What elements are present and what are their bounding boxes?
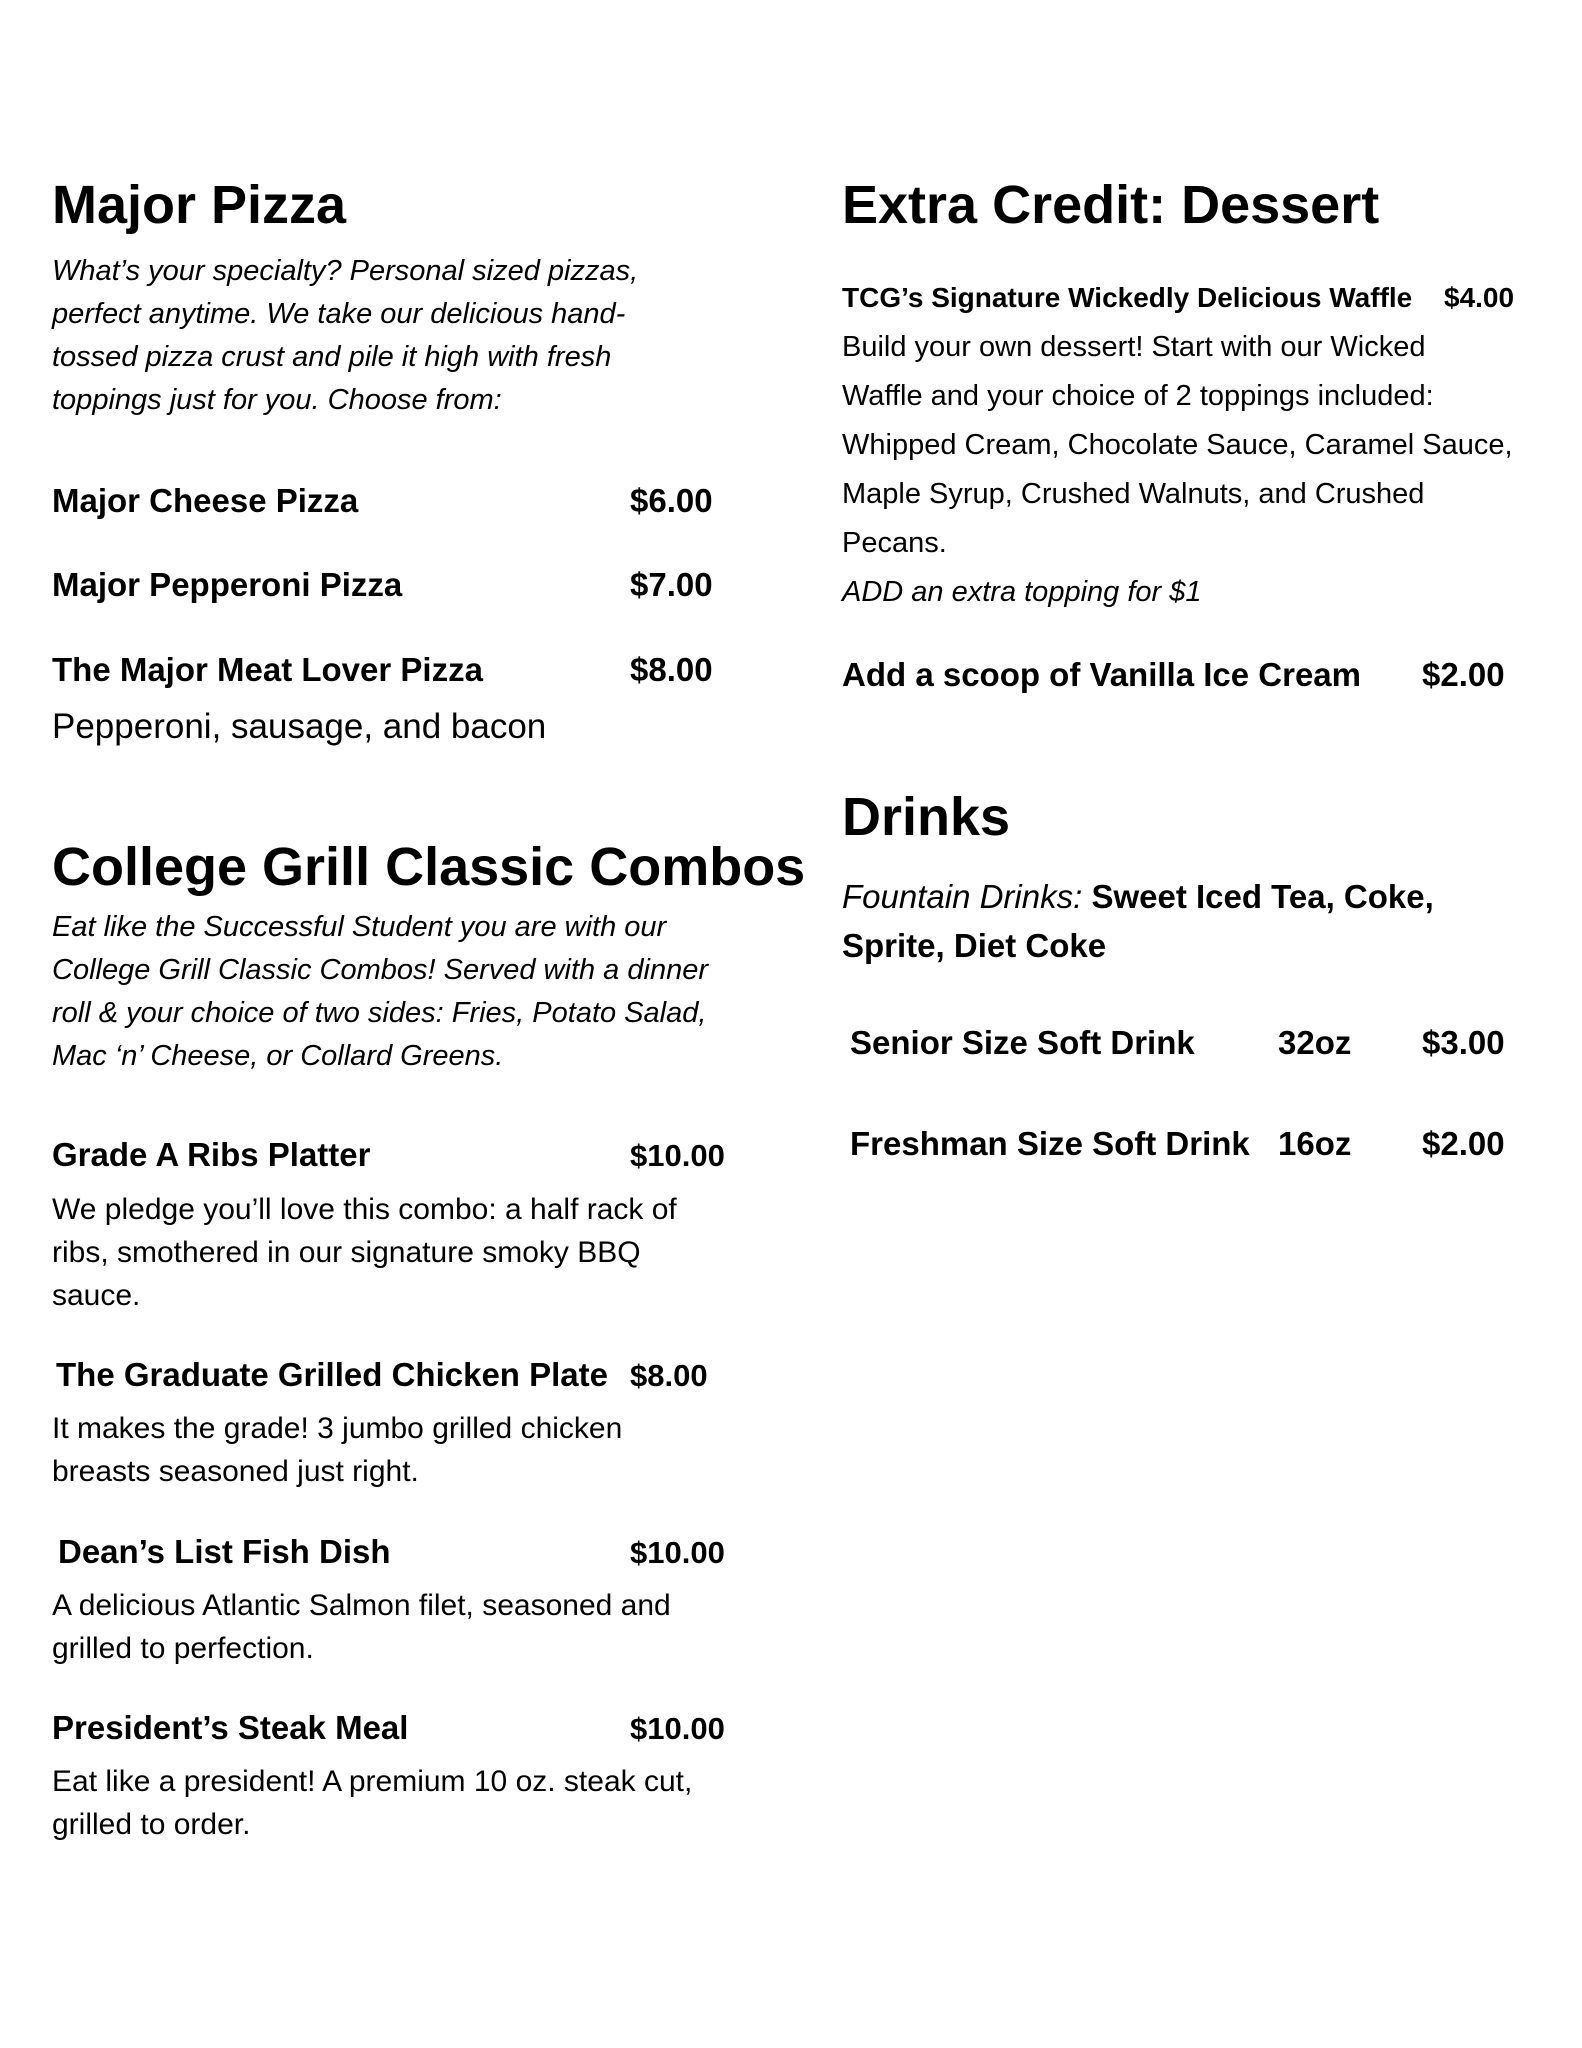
combos-intro-line: Mac ‘n’ Cheese, or Collard Greens. (52, 1040, 504, 1072)
fountain-drinks-line (842, 872, 1434, 921)
combos-section-title: College Grill Classic Combos (52, 837, 806, 897)
menu-item-description (52, 1188, 752, 1317)
waffle-addon-note: ADD an extra topping for $1 (842, 576, 1202, 608)
drink-size: 32oz (1278, 1024, 1352, 1061)
menu-item-price: $8.00 (630, 651, 713, 688)
menu-item-name: The Major Meat Lover Pizza (52, 651, 483, 688)
drinks-section-title: Drinks (842, 787, 1011, 847)
menu-item-description (52, 1584, 752, 1670)
menu-item-price: $2.00 (1422, 656, 1505, 693)
drink-size: 16oz (1278, 1125, 1352, 1162)
menu-item-price: $10.00 (630, 1138, 725, 1173)
pizza-intro-line: perfect anytime. We take our delicious hand- (52, 298, 626, 330)
description-line: breasts seasoned just right. (52, 1455, 419, 1488)
description-line: We pledge you’ll love this combo: a half rack of (52, 1193, 677, 1226)
waffle-item-price: $4.00 (1444, 282, 1515, 313)
menu-item-name: Major Pepperoni Pizza (52, 566, 403, 603)
waffle-item-name: TCG’s Signature Wickedly Delicious Waffle (842, 282, 1413, 313)
menu-item-name: The Graduate Grilled Chicken Plate (56, 1356, 608, 1393)
menu-item-name: President’s Steak Meal (52, 1709, 409, 1746)
description-line: Whipped Cream, Chocolate Sauce, Caramel Sauce, (842, 429, 1513, 461)
menu-item-price: $10.00 (630, 1711, 725, 1746)
menu-item-name: Major Cheese Pizza (52, 482, 359, 519)
pizza-intro (52, 250, 752, 422)
menu-item-description: Pepperoni, sausage, and bacon (52, 707, 547, 746)
menu-item-name: Grade A Ribs Platter (52, 1136, 371, 1173)
description-line: Eat like a president! A premium 10 oz. steak cut, (52, 1765, 693, 1798)
fountain-drinks-list: Sweet Iced Tea, Coke, (1091, 878, 1434, 915)
fountain-drinks-list: Sprite, Diet Coke (842, 927, 1107, 964)
dessert-section-title: Extra Credit: Dessert (842, 175, 1380, 235)
fountain-drinks-label: Fountain Drinks: (842, 878, 1083, 915)
description-line: It makes the grade! 3 jumbo grilled chicken (52, 1412, 623, 1445)
combos-intro (52, 906, 772, 1078)
drink-price: $2.00 (1422, 1125, 1505, 1162)
pizza-intro-line: tossed pizza crust and pile it high with fresh (52, 341, 612, 373)
description-line: Waffle and your choice of 2 toppings included: (842, 380, 1434, 412)
description-line: sauce. (52, 1279, 141, 1312)
combos-intro-line: roll & your choice of two sides: Fries, Potato Salad, (52, 997, 707, 1029)
description-line: ribs, smothered in our signature smoky BBQ (52, 1236, 641, 1269)
pizza-intro-line: toppings just for you. Choose from: (52, 384, 502, 416)
waffle-description (842, 323, 1542, 568)
description-line: Build your own dessert! Start with our Wicked (842, 331, 1426, 363)
drink-name: Senior Size Soft Drink (850, 1024, 1195, 1061)
combos-intro-line: College Grill Classic Combos! Served with a dinner (52, 954, 708, 986)
description-line: grilled to order. (52, 1808, 251, 1841)
menu-item-price: $7.00 (630, 566, 713, 603)
menu-item-price: $6.00 (630, 482, 713, 519)
drink-name: Freshman Size Soft Drink (850, 1125, 1250, 1162)
drink-price: $3.00 (1422, 1024, 1505, 1061)
description-line: A delicious Atlantic Salmon filet, seasoned and (52, 1589, 671, 1622)
pizza-intro-line: What’s your specialty? Personal sized pizzas, (52, 255, 639, 287)
menu-item-price: $8.00 (630, 1358, 708, 1393)
description-line: Maple Syrup, Crushed Walnuts, and Crushed (842, 478, 1425, 510)
menu-item-name: Add a scoop of Vanilla Ice Cream (842, 656, 1361, 693)
menu-item-price: $10.00 (630, 1535, 725, 1570)
menu-item-description (52, 1760, 752, 1846)
menu-item-name: Dean’s List Fish Dish (58, 1533, 391, 1570)
description-line: grilled to perfection. (52, 1632, 314, 1665)
menu-item-description (52, 1407, 752, 1493)
pizza-section-title: Major Pizza (52, 175, 347, 235)
fountain-drinks (842, 872, 1434, 970)
description-line: Pecans. (842, 527, 947, 559)
combos-intro-line: Eat like the Successful Student you are with our (52, 911, 667, 943)
